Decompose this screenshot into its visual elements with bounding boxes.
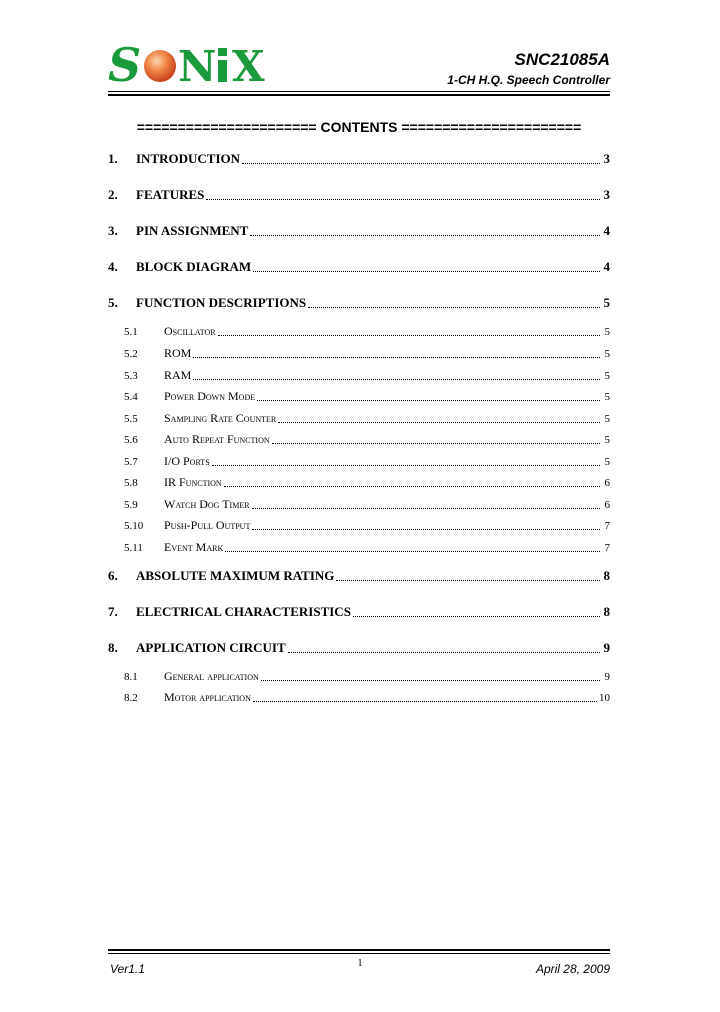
toc-entry[interactable]: [108, 368, 610, 383]
toc-entry-page: 9: [604, 671, 610, 683]
toc-entry-number: 5.: [108, 295, 118, 310]
toc-entry-title: PIN ASSIGNMENT: [136, 223, 249, 238]
toc-entry-title: ABSOLUTE MAXIMUM RATING: [136, 568, 335, 583]
toc-entry-number: 1.: [108, 151, 118, 166]
sonix-logo: [108, 44, 274, 86]
toc-entry-title: Event Mark: [164, 540, 224, 554]
product-subtitle: 1-CH H.Q. Speech Controller: [447, 73, 610, 87]
toc-entry-number: 8.: [108, 640, 118, 655]
toc-leader-dots: [242, 162, 600, 164]
footer-date: April 28, 2009: [535, 962, 610, 976]
toc-entry-number: 5.2: [124, 348, 138, 360]
toc-entry-page: 5: [604, 434, 610, 446]
toc-leader-dots: [212, 464, 600, 466]
toc-entry-number: 4.: [108, 259, 118, 274]
toc-leader-dots: [224, 485, 600, 487]
toc-entry[interactable]: [108, 454, 610, 469]
toc-entry-title: APPLICATION CIRCUIT: [136, 640, 286, 655]
toc-leader-dots: [193, 378, 600, 380]
toc-leader-dots: [193, 356, 600, 358]
toc-entry-page: 5: [604, 391, 610, 403]
toc-entry-title: Sampling Rate Counter: [164, 411, 277, 425]
toc-entry[interactable]: [108, 389, 610, 404]
footer-rule-thick: [108, 949, 610, 951]
toc-entry-title: Watch Dog Timer: [164, 497, 250, 511]
toc-entry-title: ROM: [164, 346, 192, 360]
toc-leader-dots: [252, 528, 600, 530]
toc-leader-dots: [252, 507, 600, 509]
toc-entry-number: 5.4: [124, 391, 138, 403]
toc-leader-dots: [272, 442, 600, 444]
toc-entry-title: BLOCK DIAGRAM: [136, 259, 252, 274]
toc-entry-page: 8: [603, 568, 610, 583]
toc-entry[interactable]: [108, 295, 610, 311]
toc-leader-dots: [225, 550, 600, 552]
toc-entry-number: 8.1: [124, 671, 138, 683]
toc-leader-dots: [257, 399, 600, 401]
toc-entry[interactable]: [108, 324, 610, 339]
toc-entry-number: 5.5: [124, 413, 138, 425]
toc-entry[interactable]: [108, 346, 610, 361]
toc-entry-number: 5.8: [124, 477, 138, 489]
footer-page-number: 1: [357, 958, 363, 969]
toc-entry-number: 5.6: [124, 434, 138, 446]
toc-entry-title: INTRODUCTION: [136, 151, 241, 166]
toc-leader-dots: [288, 651, 600, 653]
toc-entry-number: 7.: [108, 604, 118, 619]
toc-entry[interactable]: [108, 690, 610, 705]
toc-entry-page: 7: [604, 520, 610, 532]
toc-entry-page: 10: [599, 692, 610, 704]
toc-entry-page: 5: [604, 348, 610, 360]
toc-leader-dots: [308, 306, 600, 308]
footer-rule-thin: [108, 953, 610, 954]
toc-entry[interactable]: [108, 669, 610, 684]
toc-entry-title: Auto Repeat Function: [164, 432, 270, 446]
toc-entry-title: FUNCTION DESCRIPTIONS: [136, 295, 307, 310]
toc-leader-dots: [253, 700, 597, 702]
toc-entry-page: 9: [603, 640, 610, 655]
toc-entry[interactable]: [108, 518, 610, 533]
toc-entry[interactable]: [108, 151, 610, 167]
toc-entry-number: 5.10: [124, 520, 144, 532]
toc-entry-title: Power Down Mode: [164, 389, 256, 403]
toc-entry[interactable]: [108, 475, 610, 490]
svg-text:N: N: [178, 44, 217, 86]
footer-version: Ver1.1: [110, 962, 145, 976]
toc-entry[interactable]: [108, 259, 610, 275]
toc-entry-number: 8.2: [124, 692, 138, 704]
toc-entry-number: 5.11: [124, 542, 143, 554]
toc-leader-dots: [353, 615, 600, 617]
toc-entry-page: 3: [603, 187, 610, 202]
toc-entry-page: 6: [604, 477, 610, 489]
toc-entry[interactable]: [108, 604, 610, 620]
toc-entry[interactable]: [108, 187, 610, 203]
toc-entry-number: 5.3: [124, 370, 138, 382]
toc-leader-dots: [336, 579, 600, 581]
toc-entry-title: Oscillator: [164, 324, 216, 338]
toc-entry-title: Motor application: [164, 690, 251, 704]
toc-entry-page: 5: [604, 326, 610, 338]
toc-entry[interactable]: [108, 540, 610, 555]
toc-entry-page: 6: [604, 499, 610, 511]
toc-entry-title: FEATURES: [136, 187, 205, 202]
toc-leader-dots: [218, 334, 600, 336]
toc-entry-page: 4: [603, 223, 610, 238]
toc-entry-number: 5.9: [124, 499, 138, 511]
toc-entry-title: I/O Ports: [164, 454, 210, 468]
toc-entry-page: 8: [603, 604, 610, 619]
toc-entry-page: 7: [604, 542, 610, 554]
toc-entry-page: 5: [604, 370, 610, 382]
toc-heading: ====================== CONTENTS ======================: [136, 119, 582, 135]
toc-entry-number: 3.: [108, 223, 118, 238]
toc-entry-page: 4: [603, 259, 610, 274]
toc-entry-title: ELECTRICAL CHARACTERISTICS: [136, 604, 351, 619]
toc-entry-page: 5: [603, 295, 610, 310]
toc-entry-title: Push-Pull Output: [164, 518, 251, 532]
svg-text:S: S: [108, 44, 142, 86]
toc-entry[interactable]: [108, 432, 610, 447]
svg-text:X: X: [232, 44, 265, 86]
toc-entry-page: 5: [604, 413, 610, 425]
toc-entry[interactable]: [108, 411, 610, 426]
toc-leader-dots: [253, 270, 600, 272]
toc-entry-title: General application: [164, 669, 259, 683]
header-rule-thin: [108, 91, 610, 92]
toc-entry-title: IR Function: [164, 475, 222, 489]
toc-entry[interactable]: [108, 568, 610, 584]
toc-entry[interactable]: [108, 640, 610, 656]
toc-leader-dots: [206, 198, 600, 200]
toc-entry-page: 5: [604, 456, 610, 468]
toc-entry-number: 5.1: [124, 326, 138, 338]
toc-entry-number: 6.: [108, 568, 118, 583]
toc-leader-dots: [261, 679, 600, 681]
toc-leader-dots: [278, 421, 600, 423]
toc-entry-page: 3: [603, 151, 610, 166]
header-rule-thick: [108, 94, 610, 96]
product-code: SNC21085A: [514, 50, 610, 69]
toc-entry[interactable]: [108, 497, 610, 512]
toc-entry-number: 5.7: [124, 456, 138, 468]
toc-entry[interactable]: [108, 223, 610, 239]
toc-entry-title: RAM: [164, 368, 192, 382]
toc-entry-number: 2.: [108, 187, 118, 202]
toc-leader-dots: [250, 234, 600, 236]
